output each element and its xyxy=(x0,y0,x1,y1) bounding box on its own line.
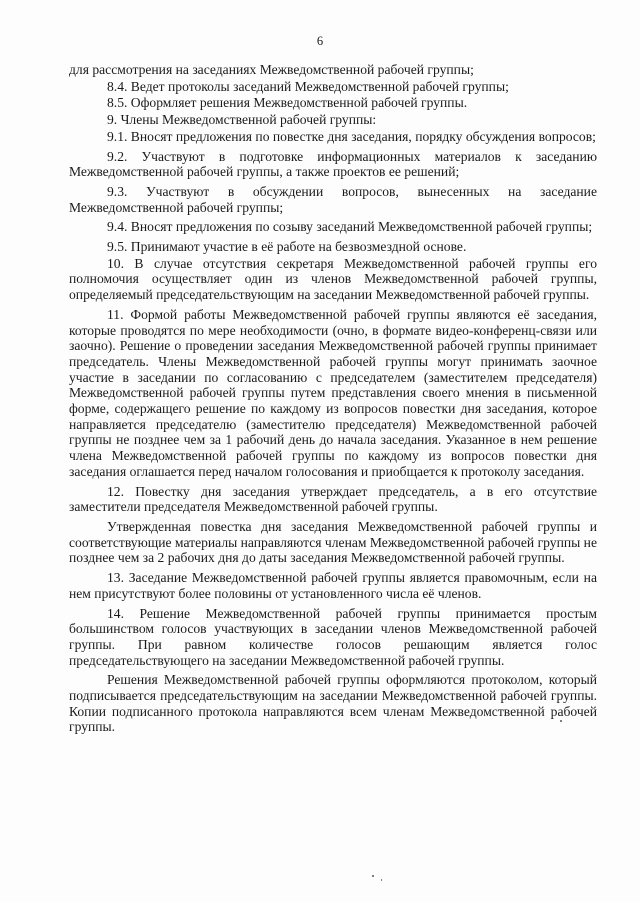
paragraph-14: 14. Решение Межведомственной рабочей группы принимается простым большинством голосов участвующих в заседании членов Межведомственной рабочей группы. При равном количестве голосов решающим является голос председательствующего на заседании Межведомственной рабочей группы. xyxy=(69,605,597,668)
paragraph-11: 11. Формой работы Межведомственной рабочей группы являются её заседания, которые проводятся по мере необходимости (очно, в формате видео-конференц-связи или заочно). Решение о проведении заседания Межведомственной рабочей группы принимает председатель. Члены Межведомственной рабочей группы могут принимать заочное участие в заседании по согласованию с председателем (заместителем председателя) Межведомственной рабочей группы путем представления своего мнения в письменной форме, содержащего решение по каждому из вопросов повестки дня заседания, которое направляется председателю (заместителю председателя) Межведомственной рабочей группы не позднее чем за 1 рабочий день до начала заседания. Указанное в нем решение члена Межведомственной рабочей группы по каждому из вопросов повестки дня заседания оглашается перед началом голосования и приобщается к протоколу заседания. xyxy=(69,306,597,479)
paragraph-13: 13. Заседание Межведомственной рабочей группы является правомочным, если на нем присутствуют более половины от установленного числа её членов. xyxy=(69,570,597,601)
paragraph-9-2: 9.2. Участвуют в подготовке информационных материалов к заседанию Межведомственной рабочей группы, а также проектов ее решений; xyxy=(69,148,597,180)
document-body xyxy=(69,62,597,736)
page-number: 6 xyxy=(316,34,324,48)
paragraph-9: 9. Члены Межведомственной рабочей группы: xyxy=(107,112,377,128)
scan-speck xyxy=(381,879,382,881)
paragraph-continuation: для рассмотрения на заседаниях Межведомственной рабочей группы; xyxy=(69,62,474,77)
paragraph-12: 12. Повестку дня заседания утверждает председатель, а в его отсутствие заместители председателя Межведомственной рабочей группы. xyxy=(69,483,597,515)
paragraph-9-5: 9.5. Принимают участие в её работе на безвозмездной основе. xyxy=(107,239,467,255)
paragraph-9-1: 9.1. Вносят предложения по повестке дня заседания, порядку обсуждения вопросов; xyxy=(107,128,596,144)
paragraph-8-5: 8.5. Оформляет решения Межведомственной рабочей группы. xyxy=(107,95,468,111)
paragraph-12-agenda: Утвержденная повестка дня заседания Межведомственной рабочей группы и соответствующие материалы направляются членам Межведомственной рабочей группы не позднее чем за 2 рабочих дня до даты заседания Межведомственной рабочей группы. xyxy=(69,518,597,566)
paragraph-9-3: 9.3. Участвуют в обсуждении вопросов, вынесенных на заседание Межведомственной рабочей группы; xyxy=(69,183,597,215)
paragraph-8-4: 8.4. Ведет протоколы заседаний Межведомственной рабочей группы; xyxy=(107,78,509,94)
paragraph-14-protocol: Решения Межведомственной рабочей группы оформляются протоколом, который подписывается председательствующим на заседании Межведомственной рабочей группы. Копии подписанного протокола направляются всем членам Межведомственной рабочей группы. xyxy=(69,672,597,735)
scan-speck xyxy=(560,720,562,722)
paragraph-10: 10. В случае отсутствия секретаря Межведомственной рабочей группы его полномочия осуществляет один из членов Межведомственной рабочей группы, определяемый председательствующим на заседании Межведомственной рабочей группы. xyxy=(69,255,597,303)
paragraph-9-4: 9.4. Вносят предложения по созыву заседаний Межведомственной рабочей группы; xyxy=(107,219,593,235)
scan-speck xyxy=(372,875,374,877)
